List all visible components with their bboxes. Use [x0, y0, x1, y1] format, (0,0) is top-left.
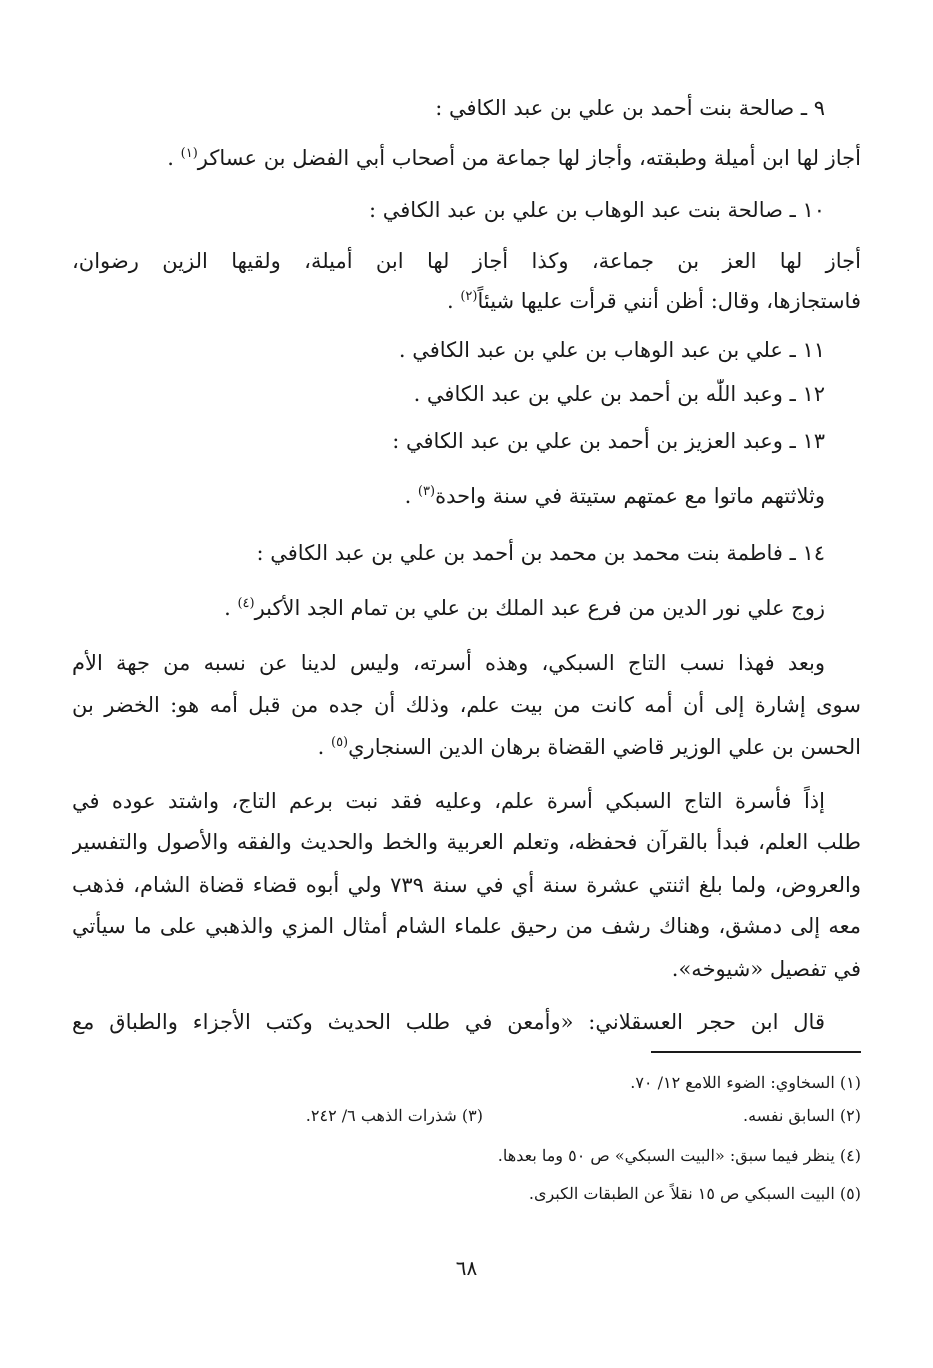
footnote-1: (١) السخاوي: الضوء اللامع ١٢/ ٧٠. — [630, 1073, 861, 1092]
entry-14-body: زوج علي نور الدين من فرع عبد الملك بن علي بن تمام الجد الأكبر$^{(٤)}$ . — [224, 596, 825, 620]
entry-13: ١٣ ـ وعبد العزيز بن أحمد بن علي بن عبد الكافي : — [392, 429, 825, 453]
footnote-separator — [651, 1051, 861, 1053]
education-paragraph-line5: في تفصيل «شيوخه». — [671, 957, 861, 981]
footnote-ref-2[interactable]: (٢) — [460, 289, 478, 304]
footnote-ref-3[interactable]: (٣) — [417, 484, 436, 499]
footnote-ref-5[interactable]: (٥) — [330, 735, 349, 750]
entry-9-body: أجاز لها ابن أميلة وطبقته، وأجاز لها جماعة من أصحاب أبي الفضل بن عساكر$^{(١)}$ . — [167, 146, 861, 170]
entry-10-heading: ١٠ ـ صالحة بنت عبد الوهاب بن علي بن عبد الكافي : — [369, 198, 825, 222]
footnote-ref-1[interactable]: (١) — [180, 146, 198, 161]
footnote-5: (٥) البيت السبكي ص ١٥ نقلاً عن الطبقات الكبرى. — [528, 1184, 861, 1203]
education-paragraph-line1: إذاً فأسرة التاج السبكي أسرة علم، وعليه فقد نبت برعم التاج، واشتد عوده في — [72, 789, 825, 813]
lineage-paragraph-line1: وبعد فهذا نسب التاج السبكي، وهذه أسرته، وليس لدينا عن نسبه من جهة الأم — [72, 651, 825, 675]
footnote-2: (٢) السابق نفسه. — [742, 1106, 861, 1125]
ibn-hajar-quote-line: قال ابن حجر العسقلاني: «وأمعن في طلب الحديث وكتب الأجزاء والطباق مع — [72, 1010, 825, 1034]
lineage-paragraph-line3: الحسن بن علي الوزير قاضي القضاة برهان الدين السنجاري$^{(٥)}$ . — [317, 735, 861, 759]
entry-14-heading: ١٤ ـ فاطمة بنت محمد بن محمد بن أحمد بن علي بن عبد الكافي : — [256, 541, 825, 565]
entries-11-13-note: وثلاثتهم ماتوا مع عمتهم ستيتة في سنة واحدة$^{(٣)}$ . — [404, 484, 825, 508]
education-paragraph-line4: معه إلى دمشق، وهناك رشف من رحيق علماء الشام أمثال المزي والذهبي على ما سيأتي — [72, 914, 861, 938]
education-paragraph-line2: طلب العلم، فبدأ بالقرآن فحفظه، وتعلم العربية والخط والحديث والفقه والأصول والتفسير — [72, 830, 861, 854]
entry-9-heading: ٩ ـ صالحة بنت أحمد بن علي بن عبد الكافي : — [435, 96, 825, 120]
lineage-paragraph-line2: سوى إشارة إلى أن أمه كانت من بيت علم، وذلك أن جده من قبل أمه هو: الخضر بن — [72, 693, 861, 717]
education-paragraph-line3: والعروض، ولما بلغ اثنتي عشرة سنة أي في سنة ٧٣٩ ولي أبوه قضاء قضاة الشام، فذهب — [72, 873, 861, 897]
page-number: ٦٨ — [455, 1256, 478, 1280]
entry-11: ١١ ـ علي بن عبد الوهاب بن علي بن عبد الكافي . — [398, 338, 825, 362]
entry-10-body-line2: فاستجازها، وقال: أظن أنني قرأت عليها شيئاً$^{(٢)}$ . — [446, 289, 861, 313]
entry-10-body-line1: أجاز لها العز بن جماعة، وكذا أجاز لها ابن أميلة، ولقيها الزين رضوان، — [72, 249, 861, 273]
footnote-4: (٤) ينظر فيما سبق: «البيت السبكي» ص ٥٠ وما بعدها. — [497, 1146, 861, 1165]
footnote-ref-4[interactable]: (٤) — [237, 596, 255, 611]
entry-12: ١٢ ـ وعبد اللّٰه بن أحمد بن علي بن عبد الكافي . — [413, 382, 825, 406]
footnote-3: (٣) شذرات الذهب ٦/ ٢٤٢. — [305, 1106, 483, 1125]
